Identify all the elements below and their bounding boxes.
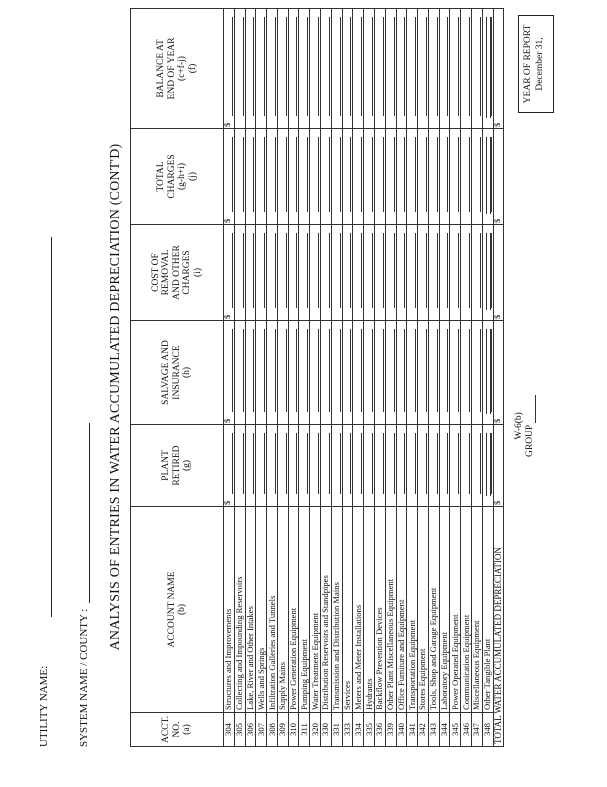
group-row (525, 395, 536, 457)
salvage-field[interactable] (288, 321, 299, 425)
account-name: Wells and Springs (256, 507, 267, 713)
group-label: GROUP (525, 425, 535, 457)
acct-number: 320 (310, 713, 321, 747)
salvage-field[interactable] (471, 321, 482, 425)
table-row (407, 9, 418, 747)
cost-removal-field[interactable] (439, 225, 450, 321)
salvage-field[interactable] (299, 321, 310, 425)
col-account-name: ACCOUNT NAME (b) (131, 507, 224, 713)
cost-removal-field[interactable] (471, 225, 482, 321)
dollar-sign: $ (222, 500, 232, 505)
salvage-field[interactable] (418, 321, 429, 425)
account-name: Power Generation Equipment (288, 507, 299, 713)
salvage-field[interactable] (461, 321, 472, 425)
balance-field[interactable] (471, 9, 482, 129)
table-row (245, 9, 256, 747)
acct-number: 336 (374, 713, 385, 747)
total-charges-field[interactable] (321, 129, 332, 225)
cost-removal-field[interactable] (234, 225, 245, 321)
plant-retired-field[interactable] (224, 425, 235, 507)
total-salvage-field[interactable] (493, 321, 503, 425)
plant-retired-field[interactable] (234, 425, 245, 507)
depreciation-table (130, 8, 504, 747)
table-row (331, 9, 342, 747)
total-balance-field[interactable] (493, 9, 503, 129)
salvage-field[interactable] (385, 321, 396, 425)
year-of-report-box (518, 15, 554, 113)
dollar-sign: $ (222, 314, 232, 319)
balance-field[interactable] (310, 9, 321, 129)
account-name: Other Tangible Plant (482, 507, 493, 713)
salvage-field[interactable] (331, 321, 342, 425)
account-name: Backflow Prevention Devices (374, 507, 385, 713)
total-cost-removal-field[interactable] (493, 225, 503, 321)
plant-retired-field[interactable] (418, 425, 429, 507)
plant-retired-field[interactable] (342, 425, 353, 507)
balance-field[interactable] (342, 9, 353, 129)
balance-field[interactable] (267, 9, 278, 129)
dollar-sign: $ (491, 314, 502, 319)
dollar-sign: $ (222, 218, 232, 223)
cost-removal-field[interactable] (299, 225, 310, 321)
table-row (428, 9, 439, 747)
plant-retired-field[interactable] (461, 425, 472, 507)
account-name: Stores Equipment (418, 507, 429, 713)
balance-field[interactable] (321, 9, 332, 129)
plant-retired-field[interactable] (439, 425, 450, 507)
balance-field[interactable] (224, 9, 235, 129)
cost-removal-field[interactable] (342, 225, 353, 321)
cost-removal-field[interactable] (364, 225, 375, 321)
plant-retired-field[interactable] (299, 425, 310, 507)
acct-number: 343 (428, 713, 439, 747)
salvage-field[interactable] (277, 321, 288, 425)
salvage-field[interactable] (310, 321, 321, 425)
total-charges-field[interactable] (353, 129, 364, 225)
header-row (131, 9, 224, 747)
acct-number: 348 (482, 713, 493, 747)
acct-number: 340 (396, 713, 407, 747)
cost-removal-field[interactable] (321, 225, 332, 321)
dollar-sign: $ (222, 418, 232, 423)
table-row (256, 9, 267, 747)
utility-name-field-wrap (40, 237, 52, 617)
cost-removal-field[interactable] (288, 225, 299, 321)
balance-field[interactable] (396, 9, 407, 129)
salvage-field[interactable] (364, 321, 375, 425)
group-field[interactable] (535, 395, 536, 423)
total-charges-field[interactable] (331, 129, 342, 225)
salvage-field[interactable] (439, 321, 450, 425)
utility-name-row (38, 666, 50, 747)
salvage-field[interactable] (353, 321, 364, 425)
salvage-field[interactable] (374, 321, 385, 425)
total-charges-field[interactable] (418, 129, 429, 225)
table-row (310, 9, 321, 747)
acct-number: 308 (267, 713, 278, 747)
account-name: Structures and Improvements (224, 507, 235, 713)
account-name: Laboratory Equipment (439, 507, 450, 713)
total-row (493, 9, 503, 747)
acct-number: 310 (288, 713, 299, 747)
total-charges-field[interactable] (385, 129, 396, 225)
utility-name-label: UTILITY NAME: (38, 665, 50, 747)
cost-removal-field[interactable] (245, 225, 256, 321)
balance-field[interactable] (418, 9, 429, 129)
balance-field[interactable] (234, 9, 245, 129)
table-row (321, 9, 332, 747)
salvage-field[interactable] (450, 321, 461, 425)
plant-retired-field[interactable] (288, 425, 299, 507)
salvage-field[interactable] (428, 321, 439, 425)
table-row (353, 9, 364, 747)
salvage-field[interactable] (245, 321, 256, 425)
table-row (439, 9, 450, 747)
dollar-sign: $ (491, 418, 502, 423)
account-name: Hydrants (364, 507, 375, 713)
account-name: Water Treatment Equipment (310, 507, 321, 713)
cost-removal-field[interactable] (277, 225, 288, 321)
cost-removal-field[interactable] (461, 225, 472, 321)
col-cost-removal: COST OF REMOVAL AND OTHER CHARGES (i) (131, 225, 224, 321)
account-name: Meters and Meter Installations (353, 507, 364, 713)
account-name: Supply Mains (277, 507, 288, 713)
system-name-row (78, 423, 90, 747)
cost-removal-field[interactable] (418, 225, 429, 321)
total-charges-field[interactable] (267, 129, 278, 225)
plant-retired-field[interactable] (256, 425, 267, 507)
total-charges-field[interactable] (234, 129, 245, 225)
dollar-sign: $ (491, 218, 502, 223)
cost-removal-field[interactable] (256, 225, 267, 321)
plant-retired-field[interactable] (277, 425, 288, 507)
year-of-report-label: YEAR OF REPORT (523, 24, 533, 104)
col-acct-no: ACCT. NO. (a) (131, 713, 224, 747)
account-name: Transportation Equipment (407, 507, 418, 713)
system-name-field[interactable] (89, 423, 90, 603)
table-row (471, 9, 482, 747)
total-charges-field[interactable] (374, 129, 385, 225)
acct-number: 333 (342, 713, 353, 747)
account-name: Services (342, 507, 353, 713)
acct-number: 347 (471, 713, 482, 747)
account-name: Miscellaneous Equipment (471, 507, 482, 713)
balance-field[interactable] (245, 9, 256, 129)
plant-retired-field[interactable] (310, 425, 321, 507)
form-footer (514, 395, 536, 457)
cost-removal-field[interactable] (428, 225, 439, 321)
table-row (374, 9, 385, 747)
cost-removal-field[interactable] (224, 225, 235, 321)
acct-number: 330 (321, 713, 332, 747)
plant-retired-field[interactable] (385, 425, 396, 507)
plant-retired-field[interactable] (331, 425, 342, 507)
balance-field[interactable] (331, 9, 342, 129)
table-body (224, 9, 494, 747)
dollar-sign: $ (222, 122, 232, 127)
total-charges-field[interactable] (277, 129, 288, 225)
table-row (277, 9, 288, 747)
total-charges-field[interactable] (342, 129, 353, 225)
total-charges-field[interactable] (288, 129, 299, 225)
table-row (396, 9, 407, 747)
balance-field[interactable] (364, 9, 375, 129)
table-row (385, 9, 396, 747)
table-row (224, 9, 235, 747)
plant-retired-field[interactable] (471, 425, 482, 507)
account-name: Lake, River and Other Intakes (245, 507, 256, 713)
col-plant-retired: PLANT RETIRED (g) (131, 425, 224, 507)
acct-number: 304 (224, 713, 235, 747)
cost-removal-field[interactable] (374, 225, 385, 321)
acct-number: 344 (439, 713, 450, 747)
cost-removal-field[interactable] (450, 225, 461, 321)
acct-number: 335 (364, 713, 375, 747)
account-name: Tools, Shop and Garage Equipment (428, 507, 439, 713)
balance-field[interactable] (288, 9, 299, 129)
total-charges-field[interactable] (299, 129, 310, 225)
balance-field[interactable] (439, 9, 450, 129)
total-charges-field[interactable] (471, 129, 482, 225)
plant-retired-field[interactable] (374, 425, 385, 507)
total-label: TOTAL WATER ACCUMULATED DEPRECIATION (493, 507, 503, 747)
balance-field[interactable] (461, 9, 472, 129)
acct-number: 307 (256, 713, 267, 747)
account-name: Collecting and Impounding Reservoirs (234, 507, 245, 713)
cost-removal-field[interactable] (385, 225, 396, 321)
plant-retired-field[interactable] (364, 425, 375, 507)
salvage-field[interactable] (256, 321, 267, 425)
account-name: Transmission and Distribution Mains (331, 507, 342, 713)
salvage-field[interactable] (321, 321, 332, 425)
acct-number: 346 (461, 713, 472, 747)
balance-field[interactable] (277, 9, 288, 129)
page-title: ANALYSIS OF ENTRIES IN WATER ACCUMULATED DEPRECIATION (CONT'D) (108, 143, 123, 651)
dollar-sign: $ (491, 122, 502, 127)
acct-number: 341 (407, 713, 418, 747)
col-balance: BALANCE AT END OF YEAR (c+f-j) (f) (131, 9, 224, 129)
cost-removal-field[interactable] (331, 225, 342, 321)
balance-field[interactable] (374, 9, 385, 129)
col-total-charges: TOTAL CHARGES (g-h+i) (j) (131, 129, 224, 225)
plant-retired-field[interactable] (245, 425, 256, 507)
account-name: Infiltration Galleries and Tunnels (267, 507, 278, 713)
acct-number: 331 (331, 713, 342, 747)
system-name-label: SYSTEM NAME / COUNTY : (78, 608, 90, 747)
plant-retired-field[interactable] (428, 425, 439, 507)
acct-number: 311 (299, 713, 310, 747)
total-charges-field[interactable] (428, 129, 439, 225)
table-row (450, 9, 461, 747)
total-charges-field[interactable] (245, 129, 256, 225)
plant-retired-field[interactable] (407, 425, 418, 507)
total-charges-field[interactable] (493, 129, 503, 225)
table-row (418, 9, 429, 747)
total-charges-field[interactable] (224, 129, 235, 225)
acct-number: 306 (245, 713, 256, 747)
balance-field[interactable] (299, 9, 310, 129)
total-charges-field[interactable] (407, 129, 418, 225)
table-row (461, 9, 472, 747)
table-row (288, 9, 299, 747)
account-name: Pumping Equipment (299, 507, 310, 713)
salvage-field[interactable] (407, 321, 418, 425)
cost-removal-field[interactable] (310, 225, 321, 321)
col-salvage: SALVAGE AND INSURANCE (h) (131, 321, 224, 425)
total-charges-field[interactable] (396, 129, 407, 225)
table-row (364, 9, 375, 747)
table-row (299, 9, 310, 747)
balance-field[interactable] (353, 9, 364, 129)
dollar-sign: $ (491, 500, 502, 505)
account-name: Other Plant Miscellaneous Equipment (385, 507, 396, 713)
account-name: Distribution Reservoirs and Standpipes (321, 507, 332, 713)
acct-number: 334 (353, 713, 364, 747)
acct-number: 345 (450, 713, 461, 747)
account-name: Office Furniture and Equipment (396, 507, 407, 713)
total-charges-field[interactable] (310, 129, 321, 225)
total-charges-field[interactable] (256, 129, 267, 225)
salvage-field[interactable] (267, 321, 278, 425)
table-row (267, 9, 278, 747)
acct-number: 339 (385, 713, 396, 747)
salvage-field[interactable] (396, 321, 407, 425)
total-charges-field[interactable] (439, 129, 450, 225)
total-charges-field[interactable] (450, 129, 461, 225)
acct-number: 305 (234, 713, 245, 747)
balance-field[interactable] (450, 9, 461, 129)
year-of-report-date: December 31, (535, 37, 545, 91)
form-code: W-6(b) (514, 412, 524, 440)
acct-number: 309 (277, 713, 288, 747)
plant-retired-field[interactable] (353, 425, 364, 507)
account-name: Power Operated Equipment (450, 507, 461, 713)
acct-number: 342 (418, 713, 429, 747)
table-row (342, 9, 353, 747)
total-plant-retired-field[interactable] (493, 425, 503, 507)
total-charges-field[interactable] (461, 129, 472, 225)
utility-name-field[interactable] (51, 237, 52, 617)
account-name: Communication Equipment (461, 507, 472, 713)
cost-removal-field[interactable] (353, 225, 364, 321)
cost-removal-field[interactable] (407, 225, 418, 321)
salvage-field[interactable] (234, 321, 245, 425)
balance-field[interactable] (407, 9, 418, 129)
salvage-field[interactable] (224, 321, 235, 425)
cost-removal-field[interactable] (267, 225, 278, 321)
plant-retired-field[interactable] (396, 425, 407, 507)
plant-retired-field[interactable] (267, 425, 278, 507)
total-charges-field[interactable] (364, 129, 375, 225)
plant-retired-field[interactable] (450, 425, 461, 507)
balance-field[interactable] (428, 9, 439, 129)
balance-field[interactable] (385, 9, 396, 129)
table-row (234, 9, 245, 747)
plant-retired-field[interactable] (321, 425, 332, 507)
balance-field[interactable] (256, 9, 267, 129)
cost-removal-field[interactable] (396, 225, 407, 321)
salvage-field[interactable] (342, 321, 353, 425)
